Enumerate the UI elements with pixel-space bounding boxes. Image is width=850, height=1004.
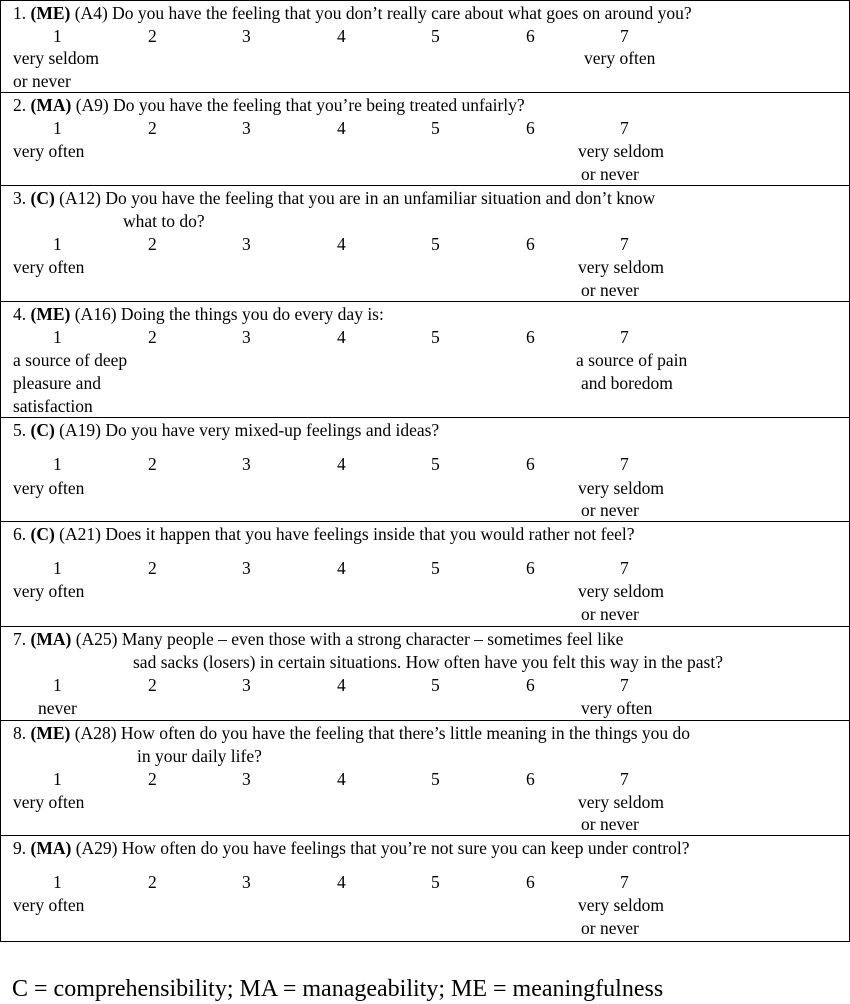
scale-number-4: 4 (337, 769, 346, 789)
scale-number-2: 2 (148, 26, 157, 46)
scale-number-1: 1 (53, 118, 62, 138)
scale-number-1: 1 (53, 558, 62, 578)
scale-number-2: 2 (148, 234, 157, 254)
scale-number-3: 3 (242, 26, 251, 46)
scale-number-4: 4 (337, 675, 346, 695)
scale-number-3: 3 (242, 234, 251, 254)
scale-number-4: 4 (337, 234, 346, 254)
item-question-continuation: in your daily life? (137, 746, 262, 766)
item-question: 7. (MA) (A25) Many people – even those with a strong character – sometimes feel like (13, 629, 624, 649)
scale-number-7: 7 (620, 234, 629, 254)
scale-number-6: 6 (526, 558, 535, 578)
right-anchor: a source of pain (576, 350, 688, 370)
item-question: 3. (C) (A12) Do you have the feeling that you are in an unfamiliar situation and don’t know (13, 188, 656, 208)
abbreviation-legend: C = comprehensibility; MA = manageability; ME = meaningfulness (12, 976, 664, 1002)
item-1 (1, 1, 849, 93)
scale-number-1: 1 (53, 675, 62, 695)
left-anchor: very often (13, 792, 85, 812)
scale-number-2: 2 (148, 769, 157, 789)
item-5 (1, 418, 849, 522)
item-question-continuation: what to do? (123, 211, 205, 231)
item-question: 9. (MA) (A29) How often do you have feelings that you’re not sure you can keep under control? (13, 838, 690, 858)
right-anchor: very often (581, 698, 653, 718)
scale-number-4: 4 (337, 558, 346, 578)
right-anchor: very seldom (578, 478, 665, 498)
scale-number-4: 4 (337, 327, 346, 347)
scale-number-3: 3 (242, 872, 251, 892)
scale-number-4: 4 (337, 118, 346, 138)
scale-number-5: 5 (431, 769, 440, 789)
scale-number-7: 7 (620, 327, 629, 347)
scale-number-3: 3 (242, 454, 251, 474)
right-anchor: very often (584, 48, 656, 68)
right-anchor: or never (581, 280, 639, 300)
scale-number-5: 5 (431, 234, 440, 254)
scale-number-6: 6 (526, 327, 535, 347)
scale-number-4: 4 (337, 872, 346, 892)
scale-number-6: 6 (526, 234, 535, 254)
item-question: 6. (C) (A21) Does it happen that you have feelings inside that you would rather not feel? (13, 524, 635, 544)
item-question: 8. (ME) (A28) How often do you have the feeling that there’s little meaning in the things you do (13, 723, 691, 743)
item-question: 5. (C) (A19) Do you have very mixed-up feelings and ideas? (13, 420, 440, 440)
item-4 (1, 302, 849, 418)
scale-number-5: 5 (431, 872, 440, 892)
scale-number-1: 1 (53, 872, 62, 892)
item-3 (1, 186, 849, 302)
right-anchor: very seldom (578, 257, 665, 277)
scale-number-2: 2 (148, 454, 157, 474)
left-anchor: very often (13, 141, 85, 161)
right-anchor: or never (581, 500, 639, 520)
left-anchor: never (38, 698, 77, 718)
scale-number-3: 3 (242, 118, 251, 138)
scale-number-2: 2 (148, 675, 157, 695)
right-anchor: very seldom (578, 581, 665, 601)
right-anchor: and boredom (581, 373, 673, 393)
scale-number-6: 6 (526, 118, 535, 138)
right-anchor: very seldom (578, 792, 665, 812)
item-7 (1, 627, 849, 721)
left-anchor: very often (13, 895, 85, 915)
scale-number-1: 1 (53, 234, 62, 254)
item-question: 2. (MA) (A9) Do you have the feeling that you’re being treated unfairly? (13, 95, 525, 115)
scale-number-1: 1 (53, 327, 62, 347)
right-anchor: very seldom (578, 141, 665, 161)
scale-number-1: 1 (53, 769, 62, 789)
right-anchor: or never (581, 918, 639, 938)
scale-number-5: 5 (431, 26, 440, 46)
scale-number-7: 7 (620, 26, 629, 46)
scale-number-2: 2 (148, 118, 157, 138)
scale-number-7: 7 (620, 558, 629, 578)
scale-number-5: 5 (431, 675, 440, 695)
scale-number-2: 2 (148, 327, 157, 347)
scale-number-3: 3 (242, 327, 251, 347)
left-anchor: a source of deep (13, 350, 128, 370)
scale-number-4: 4 (337, 454, 346, 474)
scale-number-7: 7 (620, 769, 629, 789)
scale-number-3: 3 (242, 558, 251, 578)
scale-number-6: 6 (526, 454, 535, 474)
left-anchor: very seldom (13, 48, 100, 68)
scale-number-6: 6 (526, 675, 535, 695)
left-anchor: very often (13, 581, 85, 601)
left-anchor: pleasure and (13, 373, 101, 393)
scale-number-7: 7 (620, 675, 629, 695)
right-anchor: or never (581, 814, 639, 834)
item-question-continuation: sad sacks (losers) in certain situations. How often have you felt this way in the past? (133, 652, 723, 672)
left-anchor: satisfaction (13, 396, 93, 416)
scale-number-5: 5 (431, 327, 440, 347)
right-anchor: very seldom (578, 895, 665, 915)
item-2 (1, 93, 849, 186)
item-8 (1, 721, 849, 836)
scale-number-5: 5 (431, 118, 440, 138)
scale-number-6: 6 (526, 26, 535, 46)
scale-number-2: 2 (148, 872, 157, 892)
scale-number-5: 5 (431, 558, 440, 578)
scale-number-6: 6 (526, 769, 535, 789)
item-6 (1, 522, 849, 627)
right-anchor: or never (581, 604, 639, 624)
right-anchor: or never (581, 164, 639, 184)
scale-number-3: 3 (242, 675, 251, 695)
left-anchor: or never (13, 71, 71, 91)
scale-number-7: 7 (620, 872, 629, 892)
item-question: 4. (ME) (A16) Doing the things you do every day is: (13, 304, 384, 324)
scale-number-7: 7 (620, 118, 629, 138)
item-question: 1. (ME) (A4) Do you have the feeling that you don’t really care about what goes on around you? (13, 3, 692, 23)
left-anchor: very often (13, 478, 85, 498)
item-9 (1, 836, 849, 942)
scale-number-1: 1 (53, 454, 62, 474)
scale-number-3: 3 (242, 769, 251, 789)
scale-number-5: 5 (431, 454, 440, 474)
scale-number-2: 2 (148, 558, 157, 578)
scale-number-6: 6 (526, 872, 535, 892)
scale-number-1: 1 (53, 26, 62, 46)
scale-number-7: 7 (620, 454, 629, 474)
scale-number-4: 4 (337, 26, 346, 46)
left-anchor: very often (13, 257, 85, 277)
